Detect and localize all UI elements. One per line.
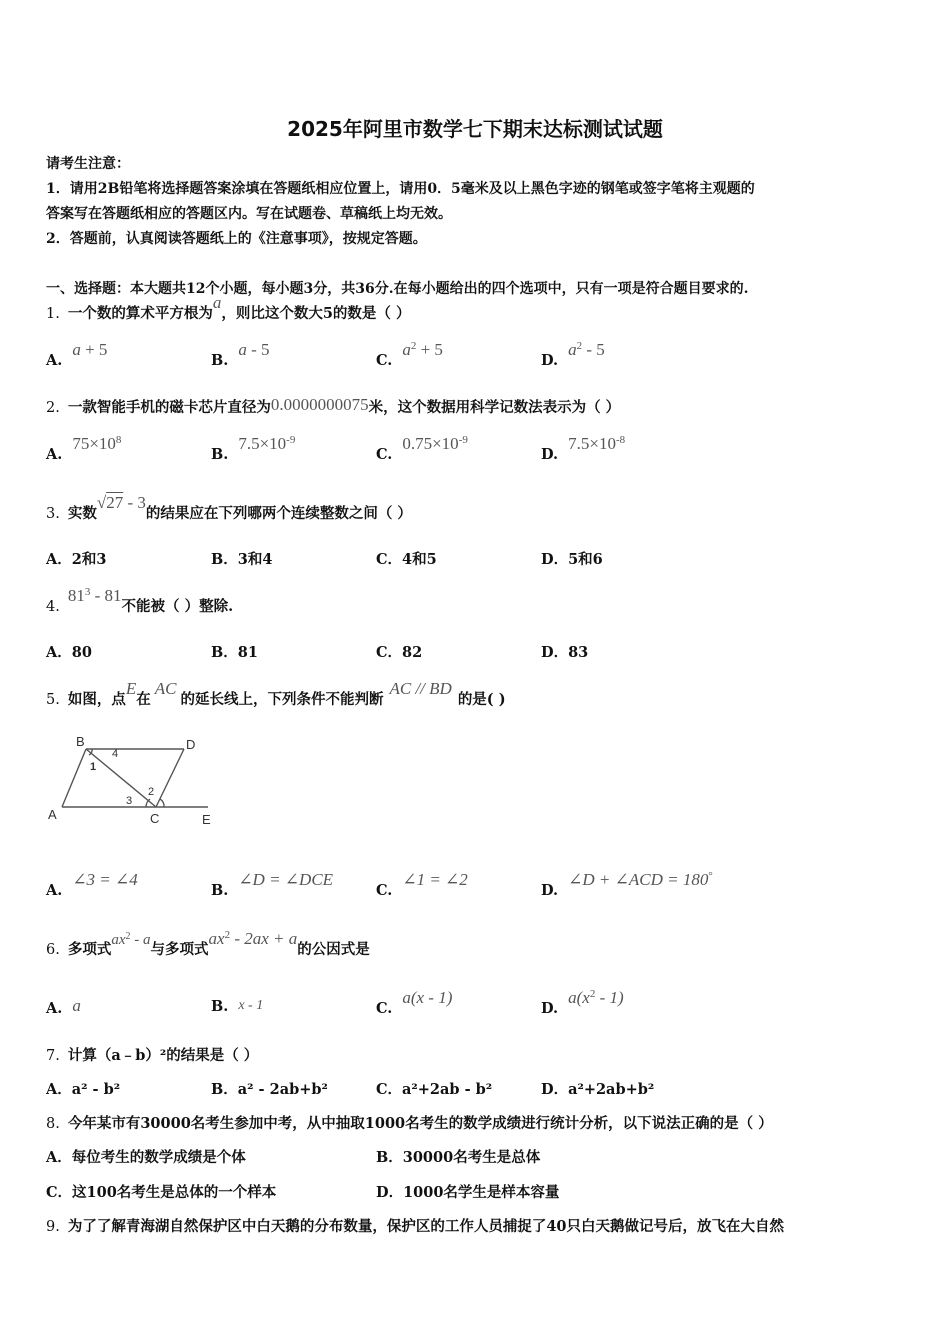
option-7b[interactable]: B．a² - 2ab+b²: [211, 1081, 328, 1098]
notice-item: 答案写在答题纸相应的答题区内。写在试题卷、草稿纸上均无效。: [46, 206, 452, 222]
question-3: 3. 实数√27 - 3的结果应在下列哪两个连续整数之间（ ）: [46, 493, 412, 522]
option-4b[interactable]: B．81: [211, 644, 258, 661]
option-5a[interactable]: A.∠3 = ∠4: [46, 870, 138, 899]
option-2a[interactable]: $A.75\times 10^8$: [46, 434, 122, 463]
question-2: 2. 一款智能手机的磁卡芯片直径为0.0000000075米，这个数据用科学记数法表示为（ ）: [46, 395, 621, 416]
option-2c[interactable]: $C.0.75\times 10^{-9}$: [376, 434, 468, 463]
option-7a[interactable]: A．a² - b²: [46, 1081, 121, 1098]
notice-item: 2．答题前，认真阅读答题纸上的《注意事项》，按规定答题。: [46, 231, 427, 247]
option-8b[interactable]: B．30000名考生是总体: [376, 1149, 541, 1166]
option-2b[interactable]: $B.7.5\times 10^{-9}$: [211, 434, 296, 463]
point-label: C: [150, 811, 160, 826]
point-label: E: [202, 812, 211, 827]
option-7d[interactable]: D．a²+2ab+b²: [541, 1081, 655, 1098]
option-8a[interactable]: A．每位考生的数学成绩是个体: [46, 1149, 246, 1166]
point-label: A: [48, 807, 57, 822]
sqrt-expression: √27 - 3: [96, 493, 146, 512]
option-1b[interactable]: B.a - 5: [211, 340, 270, 369]
option-6d[interactable]: $D.a(x^2 - 1)$: [541, 988, 624, 1017]
option-8d[interactable]: D．1000名学生是样本容量: [376, 1184, 560, 1201]
option-3d[interactable]: D．5和6: [541, 551, 603, 568]
option-5c[interactable]: C.∠1 = ∠2: [376, 870, 468, 899]
option-3c[interactable]: C．4和5: [376, 551, 437, 568]
angle-label: 3: [126, 795, 133, 807]
question-5: 5. 如图，点E在AC的延长线上，下列条件不能判断AC // BD的是( ): [46, 679, 506, 708]
page-title: 2025年阿里市数学七下期末达标测试试题: [287, 117, 663, 141]
angle-label: 2: [148, 786, 155, 798]
notice-heading: 请考生注意：: [46, 156, 130, 172]
option-4c[interactable]: C．82: [376, 644, 423, 661]
option-1a[interactable]: A.a + 5: [46, 340, 108, 369]
question-7: 7. 计算（a﹣b）²的结果是（ ）: [46, 1047, 259, 1064]
option-4a[interactable]: A．80: [46, 644, 92, 661]
option-3b[interactable]: B．3和4: [211, 551, 273, 568]
option-5b[interactable]: B.∠D = ∠DCE: [211, 870, 334, 899]
angle-label: 4: [112, 748, 119, 760]
option-3a[interactable]: A．2和3: [46, 551, 107, 568]
point-label: D: [186, 737, 196, 752]
option-2d[interactable]: $D.7.5\times 10^{-8}$: [541, 434, 626, 463]
question-9: 9. 为了了解青海湖自然保护区中白天鹅的分布数量，保护区的工作人员捕捉了40只白天鹅做记号后，放飞在大自然: [46, 1218, 785, 1235]
question-8: 8. 今年某市有30000名考生参加中考，从中抽取1000名考生的数学成绩进行统计分析，以下说法正确的是（ ）: [46, 1115, 773, 1132]
option-7c[interactable]: C．a²+2ab - b²: [376, 1081, 493, 1098]
option-5d[interactable]: D.∠D + ∠ACD = 180°: [541, 870, 713, 899]
section-heading: 一、选择题：本大题共12个小题，每小题3分，共36分.在每小题给出的四个选项中，只有一项是符合题目要求的.: [46, 281, 749, 297]
option-8c[interactable]: C．这100名考生是总体的一个样本: [46, 1184, 277, 1201]
geometry-figure: [46, 733, 221, 828]
option-6b[interactable]: B. x - 1: [211, 998, 264, 1015]
question-6: 6. 多项式$ax^2$ - a与多项式$ax^2 - 2ax + a$的公因式是: [46, 929, 370, 958]
question-4: 4.81$^3$ - 81不能被（ ）整除.: [46, 586, 234, 615]
point-label: B: [76, 734, 85, 749]
option-6c[interactable]: C.a(x - 1): [376, 988, 453, 1017]
notice-item: 1．请用2B铅笔将选择题答案涂填在答题纸相应位置上，请用0．5毫米及以上黑色字迹的钢笔或签字笔将主观题的: [46, 181, 755, 197]
option-4d[interactable]: D．83: [541, 644, 589, 661]
option-1c[interactable]: $C.a^2 + 5$: [376, 340, 443, 369]
angle-label: 1: [90, 761, 97, 773]
option-6a[interactable]: A. a: [46, 996, 81, 1017]
question-1: 1. 一个数的算术平方根为a，则比这个数大5的数是（ ）: [46, 293, 411, 322]
option-1d[interactable]: $D.a^2 - 5$: [541, 340, 605, 369]
